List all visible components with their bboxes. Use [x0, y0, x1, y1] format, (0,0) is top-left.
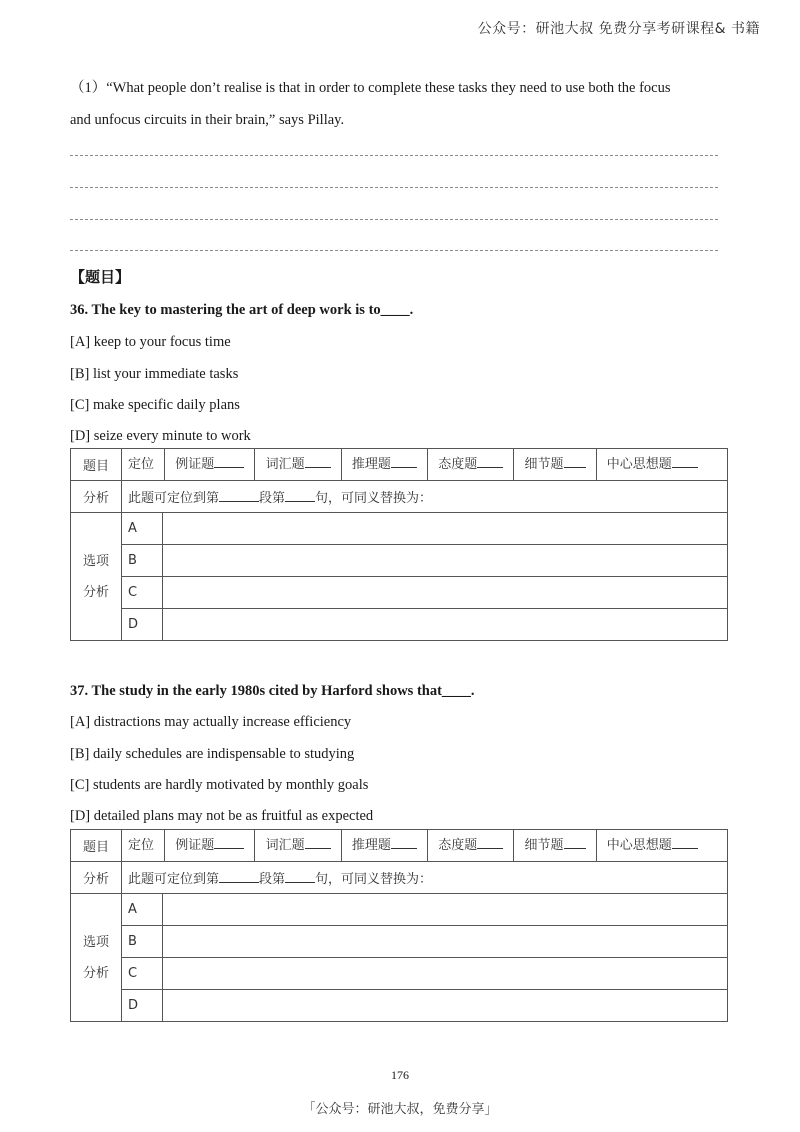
answer-line [70, 155, 718, 156]
type-vocabulary: 词汇题 [266, 457, 331, 472]
question-stem: 37. The study in the early 1980s cited by Harford shows that____. [70, 683, 475, 699]
answer-line [70, 250, 718, 251]
type-inference: 推理题 [352, 457, 417, 472]
options-label: 选项 分析 [71, 894, 122, 1022]
option-analysis-cell[interactable] [163, 577, 728, 609]
options-label: 选项 分析 [71, 513, 122, 641]
option-b: [B] daily schedules are indispensable to studying [70, 746, 355, 762]
option-c: [C] students are hardly motivated by monthly goals [70, 777, 369, 793]
option-letter: A [122, 513, 163, 545]
option-analysis-cell[interactable] [163, 894, 728, 926]
option-b: [B] list your immediate tasks [70, 366, 239, 382]
option-d: [D] seize every minute to work [70, 428, 251, 444]
section-tag: 【题目】 [70, 268, 131, 286]
option-letter: C [122, 577, 163, 609]
type-detail: 细节题 [524, 457, 585, 472]
option-d: [D] detailed plans may not be as fruitful as expected [70, 808, 374, 824]
row-label: 分析 [71, 481, 122, 513]
option-letter: D [122, 990, 163, 1022]
analysis-table [70, 829, 728, 1022]
option-analysis-cell[interactable] [163, 990, 728, 1022]
option-analysis-cell[interactable] [163, 545, 728, 577]
option-analysis-cell[interactable] [163, 958, 728, 990]
question-stem: 36. The key to mastering the art of deep work is to____. [70, 302, 414, 318]
type-detail: 细节题 [524, 838, 585, 853]
quote-line-1: （1）“What people don’t realise is that in order to complete these tasks they need to use both the focus [70, 80, 671, 96]
header-watermark: 公众号：研池大叔 免费分享考研课程& 书籍 [477, 21, 760, 37]
analysis-row: 此题可定位到第 段第 句，可同义替换为： [122, 481, 728, 513]
option-a: [A] distractions may actually increase efficiency [70, 714, 352, 730]
type-example: 例证题 [175, 457, 244, 472]
type-vocabulary: 词汇题 [266, 838, 331, 853]
answer-line [70, 187, 718, 188]
option-letter: B [122, 926, 163, 958]
option-a: [A] keep to your focus time [70, 334, 231, 350]
option-analysis-cell[interactable] [163, 513, 728, 545]
row-label: 分析 [71, 862, 122, 894]
answer-line [70, 219, 718, 220]
option-letter: B [122, 545, 163, 577]
type-inference: 推理题 [352, 838, 417, 853]
row-label: 题目 [71, 449, 122, 481]
locate-label: 定位 [128, 457, 155, 472]
type-row [122, 449, 728, 481]
option-analysis-cell[interactable] [163, 926, 728, 958]
type-attitude: 态度题 [438, 457, 503, 472]
type-attitude: 态度题 [438, 838, 503, 853]
row-label: 题目 [71, 830, 122, 862]
type-main-idea: 中心思想题 [607, 457, 698, 472]
analysis-table [70, 448, 728, 641]
option-letter: C [122, 958, 163, 990]
type-example: 例证题 [175, 838, 244, 853]
locate-label: 定位 [128, 838, 155, 853]
analysis-row: 此题可定位到第 段第 句，可同义替换为： [122, 862, 728, 894]
option-letter: A [122, 894, 163, 926]
type-row [122, 830, 728, 862]
option-c: [C] make specific daily plans [70, 397, 240, 413]
option-analysis-cell[interactable] [163, 609, 728, 641]
footer-watermark: 「公众号：研池大叔，免费分享」 [302, 1102, 498, 1117]
type-main-idea: 中心思想题 [607, 838, 698, 853]
option-letter: D [122, 609, 163, 641]
quote-line-2: and unfocus circuits in their brain,” says Pillay. [70, 112, 345, 128]
page-number: 176 [391, 1068, 409, 1082]
